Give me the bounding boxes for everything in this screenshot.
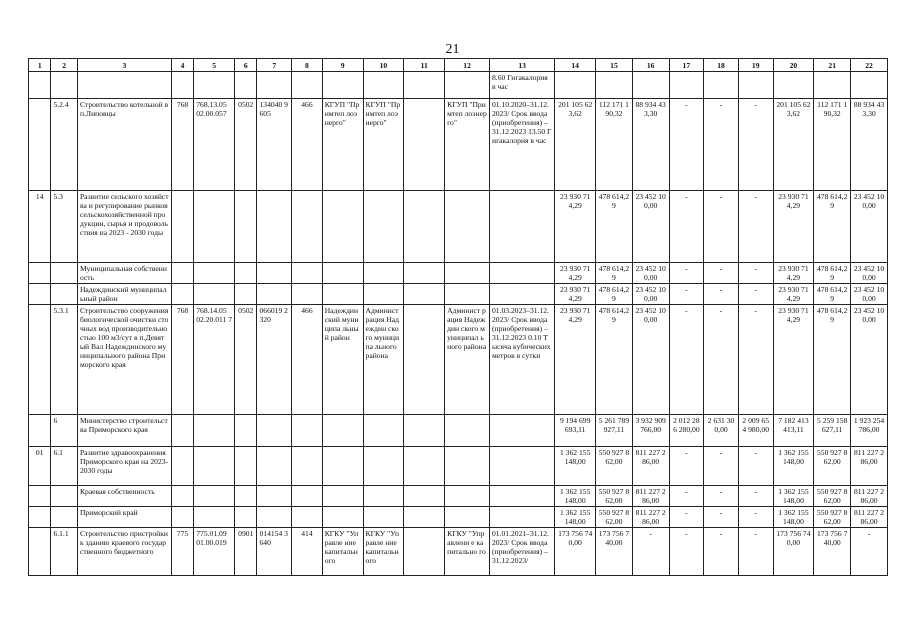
cell-col-16: 23 452 100,00 xyxy=(632,263,669,284)
table-row xyxy=(29,99,888,191)
cell-col-9 xyxy=(322,72,363,99)
cell-col-9: КГКУ "Управле ние капитальн ого xyxy=(322,528,363,576)
cell-col-1 xyxy=(29,305,51,415)
cell-col-20: 23 930 714,29 xyxy=(773,191,814,263)
cell-col-14: 23 930 714,29 xyxy=(555,191,596,263)
cell-col-21: 550 927 862,00 xyxy=(814,507,851,528)
cell-col-8 xyxy=(292,507,323,528)
column-header-4: 4 xyxy=(171,59,193,72)
table-row xyxy=(29,507,888,528)
cell-col-10: КГУП "Примтеп лоэнерго" xyxy=(363,99,404,191)
cell-col-22 xyxy=(851,72,888,99)
cell-col-4 xyxy=(171,447,193,486)
cell-col-3: Приморский край xyxy=(77,507,171,528)
cell-col-13 xyxy=(490,263,555,284)
cell-col-12 xyxy=(445,191,490,263)
cell-col-7 xyxy=(257,284,292,305)
cell-col-19: - xyxy=(738,486,773,507)
cell-col-11 xyxy=(404,191,445,263)
cell-col-22: 88 934 433,30 xyxy=(851,99,888,191)
cell-col-20: 23 930 714,29 xyxy=(773,284,814,305)
column-header-5: 5 xyxy=(194,59,235,72)
cell-col-22: 23 452 100,00 xyxy=(851,305,888,415)
cell-col-11 xyxy=(404,72,445,99)
cell-col-12: КГУП "Примтеп лоэнерго" xyxy=(445,99,490,191)
cell-col-2 xyxy=(51,507,78,528)
cell-col-9 xyxy=(322,284,363,305)
cell-col-21 xyxy=(814,72,851,99)
cell-col-18: - xyxy=(704,305,739,415)
cell-col-17: - xyxy=(669,191,704,263)
column-header-8: 8 xyxy=(292,59,323,72)
cell-col-1 xyxy=(29,507,51,528)
cell-col-15: 5 261 789 927,11 xyxy=(596,415,633,447)
cell-col-17: - xyxy=(669,528,704,576)
cell-col-21: 550 927 862,00 xyxy=(814,447,851,486)
cell-col-20: 7 182 413 413,11 xyxy=(773,415,814,447)
cell-col-18: - xyxy=(704,191,739,263)
cell-col-10 xyxy=(363,447,404,486)
cell-col-8 xyxy=(292,447,323,486)
cell-col-8 xyxy=(292,191,323,263)
cell-col-12 xyxy=(445,507,490,528)
cell-col-1 xyxy=(29,99,51,191)
column-header-13: 13 xyxy=(490,59,555,72)
cell-col-9 xyxy=(322,415,363,447)
cell-col-18: - xyxy=(704,263,739,284)
cell-col-7 xyxy=(257,263,292,284)
cell-col-16: 88 934 433,30 xyxy=(632,99,669,191)
cell-col-4 xyxy=(171,284,193,305)
cell-col-10 xyxy=(363,284,404,305)
cell-col-10 xyxy=(363,72,404,99)
cell-col-12 xyxy=(445,263,490,284)
cell-col-6 xyxy=(235,263,257,284)
cell-col-7: 134040 9605 xyxy=(257,99,292,191)
cell-col-22: 811 227 286,00 xyxy=(851,507,888,528)
cell-col-6 xyxy=(235,486,257,507)
cell-col-18: - xyxy=(704,447,739,486)
cell-col-11 xyxy=(404,305,445,415)
cell-col-16: 23 452 100,00 xyxy=(632,191,669,263)
cell-col-12: КГКУ "Управлени е капитально го xyxy=(445,528,490,576)
cell-col-9 xyxy=(322,191,363,263)
cell-col-8: 466 xyxy=(292,99,323,191)
table-row xyxy=(29,305,888,415)
cell-col-15 xyxy=(596,72,633,99)
column-header-1: 1 xyxy=(29,59,51,72)
cell-col-5: 768.13.05 02.00.057 xyxy=(194,99,235,191)
cell-col-21: 478 614,29 xyxy=(814,263,851,284)
cell-col-2 xyxy=(51,486,78,507)
cell-col-9 xyxy=(322,447,363,486)
cell-col-11 xyxy=(404,99,445,191)
table-row xyxy=(29,486,888,507)
cell-col-12 xyxy=(445,72,490,99)
cell-col-14 xyxy=(555,72,596,99)
cell-col-5 xyxy=(194,72,235,99)
cell-col-8 xyxy=(292,415,323,447)
cell-col-14: 173 756 740,00 xyxy=(555,528,596,576)
cell-col-19: - xyxy=(738,263,773,284)
cell-col-16: 811 227 286,00 xyxy=(632,447,669,486)
cell-col-2 xyxy=(51,72,78,99)
cell-col-15: 173 756 740,00 xyxy=(596,528,633,576)
cell-col-10 xyxy=(363,263,404,284)
cell-col-5: 768.14.05 02.20.011 7 xyxy=(194,305,235,415)
cell-col-15: 478 614,29 xyxy=(596,263,633,284)
cell-col-5 xyxy=(194,447,235,486)
cell-col-16 xyxy=(632,72,669,99)
cell-col-14: 1 362 155 148,00 xyxy=(555,447,596,486)
cell-col-13 xyxy=(490,447,555,486)
cell-col-18: 2 631 300,00 xyxy=(704,415,739,447)
cell-col-6 xyxy=(235,447,257,486)
cell-col-5 xyxy=(194,486,235,507)
cell-col-11 xyxy=(404,528,445,576)
table-row xyxy=(29,263,888,284)
cell-col-2: 5.3.1 xyxy=(51,305,78,415)
cell-col-7 xyxy=(257,415,292,447)
cell-col-11 xyxy=(404,447,445,486)
cell-col-17 xyxy=(669,72,704,99)
cell-col-10 xyxy=(363,415,404,447)
table-row xyxy=(29,447,888,486)
column-header-12: 12 xyxy=(445,59,490,72)
cell-col-21: 478 614,29 xyxy=(814,284,851,305)
cell-col-3: Краевая собственность xyxy=(77,486,171,507)
cell-col-10 xyxy=(363,191,404,263)
cell-col-13: 01.01.2021–31.12.2023/ Срок ввода (приобретения) – 31.12.2023/ xyxy=(490,528,555,576)
cell-col-6: 0502 xyxy=(235,305,257,415)
cell-col-19: 2 009 654 980,00 xyxy=(738,415,773,447)
cell-col-20: 201 105 623,62 xyxy=(773,99,814,191)
cell-col-8 xyxy=(292,486,323,507)
cell-col-16: 811 227 286,00 xyxy=(632,486,669,507)
cell-col-4 xyxy=(171,191,193,263)
cell-col-14: 23 930 714,29 xyxy=(555,305,596,415)
cell-col-4 xyxy=(171,507,193,528)
cell-col-13 xyxy=(490,507,555,528)
cell-col-6: 0502 xyxy=(235,99,257,191)
cell-col-19: - xyxy=(738,305,773,415)
cell-col-20: 1 362 155 148,00 xyxy=(773,507,814,528)
column-header-16: 16 xyxy=(632,59,669,72)
cell-col-16: - xyxy=(632,528,669,576)
cell-col-4: 768 xyxy=(171,99,193,191)
cell-col-22: 23 452 100,00 xyxy=(851,263,888,284)
cell-col-19: - xyxy=(738,284,773,305)
cell-col-9 xyxy=(322,263,363,284)
cell-col-15: 550 927 862,00 xyxy=(596,486,633,507)
cell-col-5 xyxy=(194,263,235,284)
cell-col-21: 478 614,29 xyxy=(814,305,851,415)
cell-col-16: 23 452 100,00 xyxy=(632,284,669,305)
cell-col-17: - xyxy=(669,99,704,191)
cell-col-1 xyxy=(29,263,51,284)
table-row xyxy=(29,191,888,263)
cell-col-18 xyxy=(704,72,739,99)
cell-col-15: 112 171 190,32 xyxy=(596,99,633,191)
cell-col-21: 478 614,29 xyxy=(814,191,851,263)
cell-col-7 xyxy=(257,447,292,486)
cell-col-2: 6.1.1 xyxy=(51,528,78,576)
column-header-21: 21 xyxy=(814,59,851,72)
cell-col-7 xyxy=(257,191,292,263)
cell-col-17: 2 012 286 280,00 xyxy=(669,415,704,447)
cell-col-18: - xyxy=(704,99,739,191)
cell-col-15: 550 927 862,00 xyxy=(596,447,633,486)
cell-col-3: Муниципальная собственность xyxy=(77,263,171,284)
cell-col-3: Строительство пристройки к зданию краевого государственного бюджетного xyxy=(77,528,171,576)
cell-col-12 xyxy=(445,284,490,305)
column-header-10: 10 xyxy=(363,59,404,72)
column-header-19: 19 xyxy=(738,59,773,72)
cell-col-4 xyxy=(171,72,193,99)
cell-col-19 xyxy=(738,72,773,99)
cell-col-18: - xyxy=(704,507,739,528)
column-header-2: 2 xyxy=(51,59,78,72)
column-header-18: 18 xyxy=(704,59,739,72)
column-header-14: 14 xyxy=(555,59,596,72)
cell-col-12 xyxy=(445,415,490,447)
cell-col-4: 775 xyxy=(171,528,193,576)
cell-col-1 xyxy=(29,72,51,99)
cell-col-20 xyxy=(773,72,814,99)
cell-col-14: 1 362 155 148,00 xyxy=(555,507,596,528)
cell-col-3: Развитие сельского хозяйства и регулирование рынков сельскохозяйственной продукции, сырья и продовольствия на 2023 - 2030 годы xyxy=(77,191,171,263)
column-header-22: 22 xyxy=(851,59,888,72)
column-header-20: 20 xyxy=(773,59,814,72)
cell-col-20: 1 362 155 148,00 xyxy=(773,447,814,486)
cell-col-8: 466 xyxy=(292,305,323,415)
cell-col-21: 112 171 190,32 xyxy=(814,99,851,191)
cell-col-13 xyxy=(490,486,555,507)
cell-col-17: - xyxy=(669,507,704,528)
cell-col-19: - xyxy=(738,507,773,528)
cell-col-1: 14 xyxy=(29,191,51,263)
cell-col-11 xyxy=(404,486,445,507)
cell-col-6: 0901 xyxy=(235,528,257,576)
cell-col-2: 5.2.4 xyxy=(51,99,78,191)
cell-col-5 xyxy=(194,415,235,447)
column-header-17: 17 xyxy=(669,59,704,72)
cell-col-10 xyxy=(363,507,404,528)
cell-col-19: - xyxy=(738,191,773,263)
cell-col-1 xyxy=(29,284,51,305)
cell-col-9: КГУП "Примтеп лоэнерго" xyxy=(322,99,363,191)
cell-col-12 xyxy=(445,486,490,507)
cell-col-3: Надеждинский муниципальный район xyxy=(77,284,171,305)
table-header-row xyxy=(29,59,888,72)
cell-col-11 xyxy=(404,415,445,447)
cell-col-8 xyxy=(292,263,323,284)
cell-col-2: 6.1 xyxy=(51,447,78,486)
cell-col-1 xyxy=(29,415,51,447)
cell-col-6 xyxy=(235,191,257,263)
column-header-9: 9 xyxy=(322,59,363,72)
cell-col-1 xyxy=(29,528,51,576)
cell-col-8 xyxy=(292,284,323,305)
cell-col-13 xyxy=(490,191,555,263)
cell-col-5 xyxy=(194,507,235,528)
cell-col-7 xyxy=(257,72,292,99)
cell-col-6 xyxy=(235,72,257,99)
cell-col-15: 478 614,29 xyxy=(596,305,633,415)
cell-col-8 xyxy=(292,72,323,99)
cell-col-3 xyxy=(77,72,171,99)
page-number: 21 xyxy=(445,42,460,57)
cell-col-4: 768 xyxy=(171,305,193,415)
cell-col-12: Админист рация Надеждин ского муниципал ьного района xyxy=(445,305,490,415)
cell-col-22: 1 923 254 786,00 xyxy=(851,415,888,447)
cell-col-6 xyxy=(235,415,257,447)
cell-col-7 xyxy=(257,486,292,507)
cell-col-18: - xyxy=(704,486,739,507)
cell-col-7 xyxy=(257,507,292,528)
cell-col-17: - xyxy=(669,263,704,284)
cell-col-7: 066019 2320 xyxy=(257,305,292,415)
column-header-3: 3 xyxy=(77,59,171,72)
cell-col-14: 23 930 714,29 xyxy=(555,284,596,305)
cell-col-9 xyxy=(322,486,363,507)
table-row xyxy=(29,528,888,576)
cell-col-6 xyxy=(235,284,257,305)
cell-col-14: 23 930 714,29 xyxy=(555,263,596,284)
cell-col-1 xyxy=(29,486,51,507)
cell-col-21: 173 756 740,00 xyxy=(814,528,851,576)
cell-col-13 xyxy=(490,284,555,305)
cell-col-22: 23 452 100,00 xyxy=(851,191,888,263)
cell-col-14: 201 105 623,62 xyxy=(555,99,596,191)
cell-col-9: Надеждин ский муниципа льный район xyxy=(322,305,363,415)
cell-col-21: 550 927 862,00 xyxy=(814,486,851,507)
cell-col-21: 5 259 158 627,11 xyxy=(814,415,851,447)
cell-col-3: Министерство строительства Приморского края xyxy=(77,415,171,447)
cell-col-20: 1 362 155 148,00 xyxy=(773,486,814,507)
column-header-7: 7 xyxy=(257,59,292,72)
cell-col-16: 23 452 100,00 xyxy=(632,305,669,415)
column-header-15: 15 xyxy=(596,59,633,72)
cell-col-4 xyxy=(171,263,193,284)
cell-col-15: 478 614,29 xyxy=(596,191,633,263)
cell-col-22: 811 227 286,00 xyxy=(851,447,888,486)
cell-col-8: 414 xyxy=(292,528,323,576)
cell-col-11 xyxy=(404,507,445,528)
cell-col-4 xyxy=(171,415,193,447)
cell-col-17: - xyxy=(669,284,704,305)
cell-col-20: 173 756 740,00 xyxy=(773,528,814,576)
cell-col-14: 1 362 155 148,00 xyxy=(555,486,596,507)
cell-col-14: 9 194 699 693,11 xyxy=(555,415,596,447)
cell-col-11 xyxy=(404,284,445,305)
cell-col-2 xyxy=(51,284,78,305)
cell-col-2 xyxy=(51,263,78,284)
cell-col-17: - xyxy=(669,486,704,507)
cell-col-12 xyxy=(445,447,490,486)
cell-col-3: Развитие здравоохранения Приморского края на 2023-2030 годы xyxy=(77,447,171,486)
cell-col-5 xyxy=(194,191,235,263)
cell-col-6 xyxy=(235,507,257,528)
cell-col-10 xyxy=(363,486,404,507)
cell-col-19: - xyxy=(738,528,773,576)
cell-col-17: - xyxy=(669,305,704,415)
table-row xyxy=(29,72,888,99)
cell-col-16: 3 932 909 766,00 xyxy=(632,415,669,447)
cell-col-15: 478 614,29 xyxy=(596,284,633,305)
cell-col-18: - xyxy=(704,284,739,305)
cell-col-17: - xyxy=(669,447,704,486)
cell-col-10: Админист рация Надеждин ского муниципа льного района xyxy=(363,305,404,415)
table-row xyxy=(29,415,888,447)
cell-col-18: - xyxy=(704,528,739,576)
cell-col-20: 23 930 714,29 xyxy=(773,263,814,284)
cell-col-5: 775.01.09 01.00.019 xyxy=(194,528,235,576)
cell-col-11 xyxy=(404,263,445,284)
cell-col-13: 01.03.2023–31.12.2023/ Срок ввода (приобретения) – 31.12.2023 0.10 Тысяча кубических метров в сутки xyxy=(490,305,555,415)
cell-col-7: 014154 3640 xyxy=(257,528,292,576)
budget-table xyxy=(28,58,888,576)
cell-col-2: 6 xyxy=(51,415,78,447)
cell-col-13 xyxy=(490,415,555,447)
cell-col-22: - xyxy=(851,528,888,576)
table-row xyxy=(29,284,888,305)
cell-col-3: Строительство котельной в п.Липовцы xyxy=(77,99,171,191)
cell-col-9 xyxy=(322,507,363,528)
cell-col-16: 811 227 286,00 xyxy=(632,507,669,528)
cell-col-13: 01.10.2020–31.12.2023/ Срок ввода (приобретения) – 31.12.2023 13.50 Гигакалория в час xyxy=(490,99,555,191)
cell-col-22: 811 227 286,00 xyxy=(851,486,888,507)
cell-col-19: - xyxy=(738,99,773,191)
cell-col-4 xyxy=(171,486,193,507)
cell-col-5 xyxy=(194,284,235,305)
column-header-6: 6 xyxy=(235,59,257,72)
cell-col-3: Строительство сооружения биологической очистки сточных вод производительностью 100 м3/сут в п.Девятый Вал Надеждинского муниципального района Приморского края xyxy=(77,305,171,415)
cell-col-19: - xyxy=(738,447,773,486)
cell-col-2: 5.3 xyxy=(51,191,78,263)
cell-col-1: 01 xyxy=(29,447,51,486)
cell-col-15: 550 927 862,00 xyxy=(596,507,633,528)
cell-col-22: 23 452 100,00 xyxy=(851,284,888,305)
cell-col-10: КГКУ "Управле ние капитальн ого xyxy=(363,528,404,576)
cell-col-20: 23 930 714,29 xyxy=(773,305,814,415)
cell-col-13: 8.60 Гигакалория в час xyxy=(490,72,555,99)
column-header-11: 11 xyxy=(404,59,445,72)
